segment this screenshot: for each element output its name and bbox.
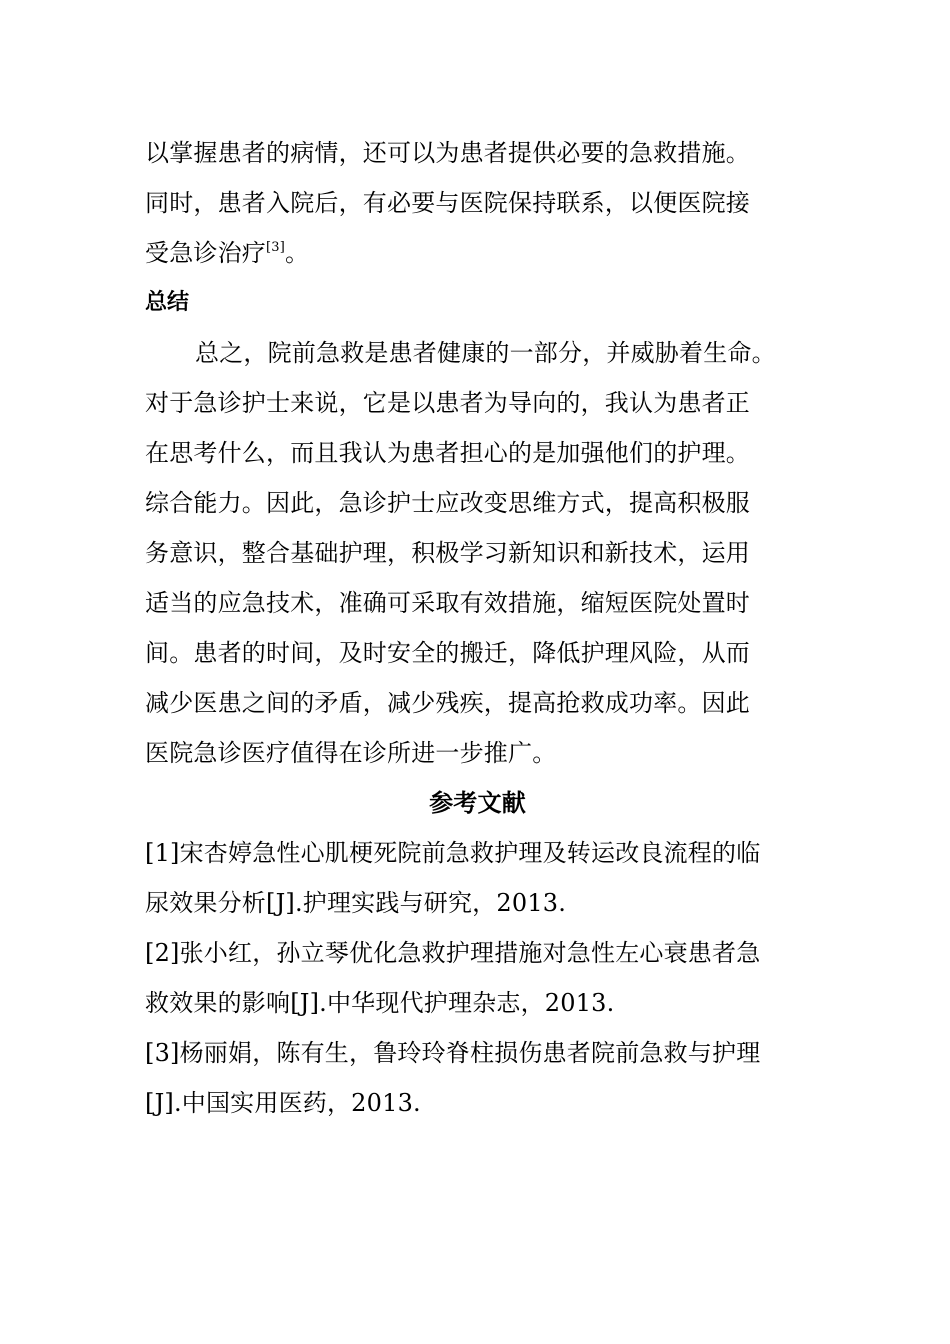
summary-line: 医院急诊医疗值得在诊所进一步推广。 (145, 739, 557, 767)
summary-line: 对于急诊护士来说，它是以患者为导向的，我认为患者正 (145, 389, 750, 417)
summary-heading: 总结 (145, 290, 190, 315)
summary-line: 综合能力。因此，急诊护士应改变思维方式，提高积极服 (145, 489, 750, 517)
intro-line-3 (145, 228, 810, 278)
reference-line: 救效果的影响[J].中华现代护理杂志，2013. (145, 989, 615, 1017)
intro-line-1: 以掌握患者的病情，还可以为患者提供必要的急救措施。 (145, 139, 750, 167)
reference-line: [2]张小红，孙立琴优化急救护理措施对急性左心衰患者急 (145, 939, 761, 967)
summary-line: 减少医患之间的矛盾，减少残疾，提高抢救成功率。因此 (145, 689, 750, 717)
reference-line: [1]宋杏婷急性心肌梗死院前急救护理及转运改良流程的临 (145, 839, 761, 867)
references-heading: 参考文献 (429, 788, 526, 817)
reference-line: [3]杨丽娟，陈有生，鲁玲玲脊柱损伤患者院前急救与护理 (145, 1039, 761, 1067)
reference-line: [J].中国实用医药，2013. (145, 1089, 421, 1117)
summary-line: 总之，院前急救是患者健康的一部分，并威胁着生命。 (195, 339, 776, 367)
intro-line-3-text: 受急诊治疗 (145, 239, 266, 267)
intro-line-3-end: 。 (285, 239, 310, 267)
summary-line: 适当的应急技术，准确可采取有效措施，缩短医院处置时 (145, 589, 750, 617)
summary-line: 间。患者的时间，及时安全的搬迁，降低护理风险，从而 (145, 639, 750, 667)
document-body (145, 128, 810, 1128)
intro-line-2: 同时，患者入院后，有必要与医院保持联系，以便医院接 (145, 189, 750, 217)
summary-line: 务意识，整合基础护理，积极学习新知识和新技术，运用 (145, 539, 750, 567)
summary-line: 在思考什么，而且我认为患者担心的是加强他们的护理。 (145, 439, 750, 467)
citation-marker: [3] (266, 240, 286, 255)
reference-line: 尿效果分析[J].护理实践与研究，2013. (145, 889, 567, 917)
